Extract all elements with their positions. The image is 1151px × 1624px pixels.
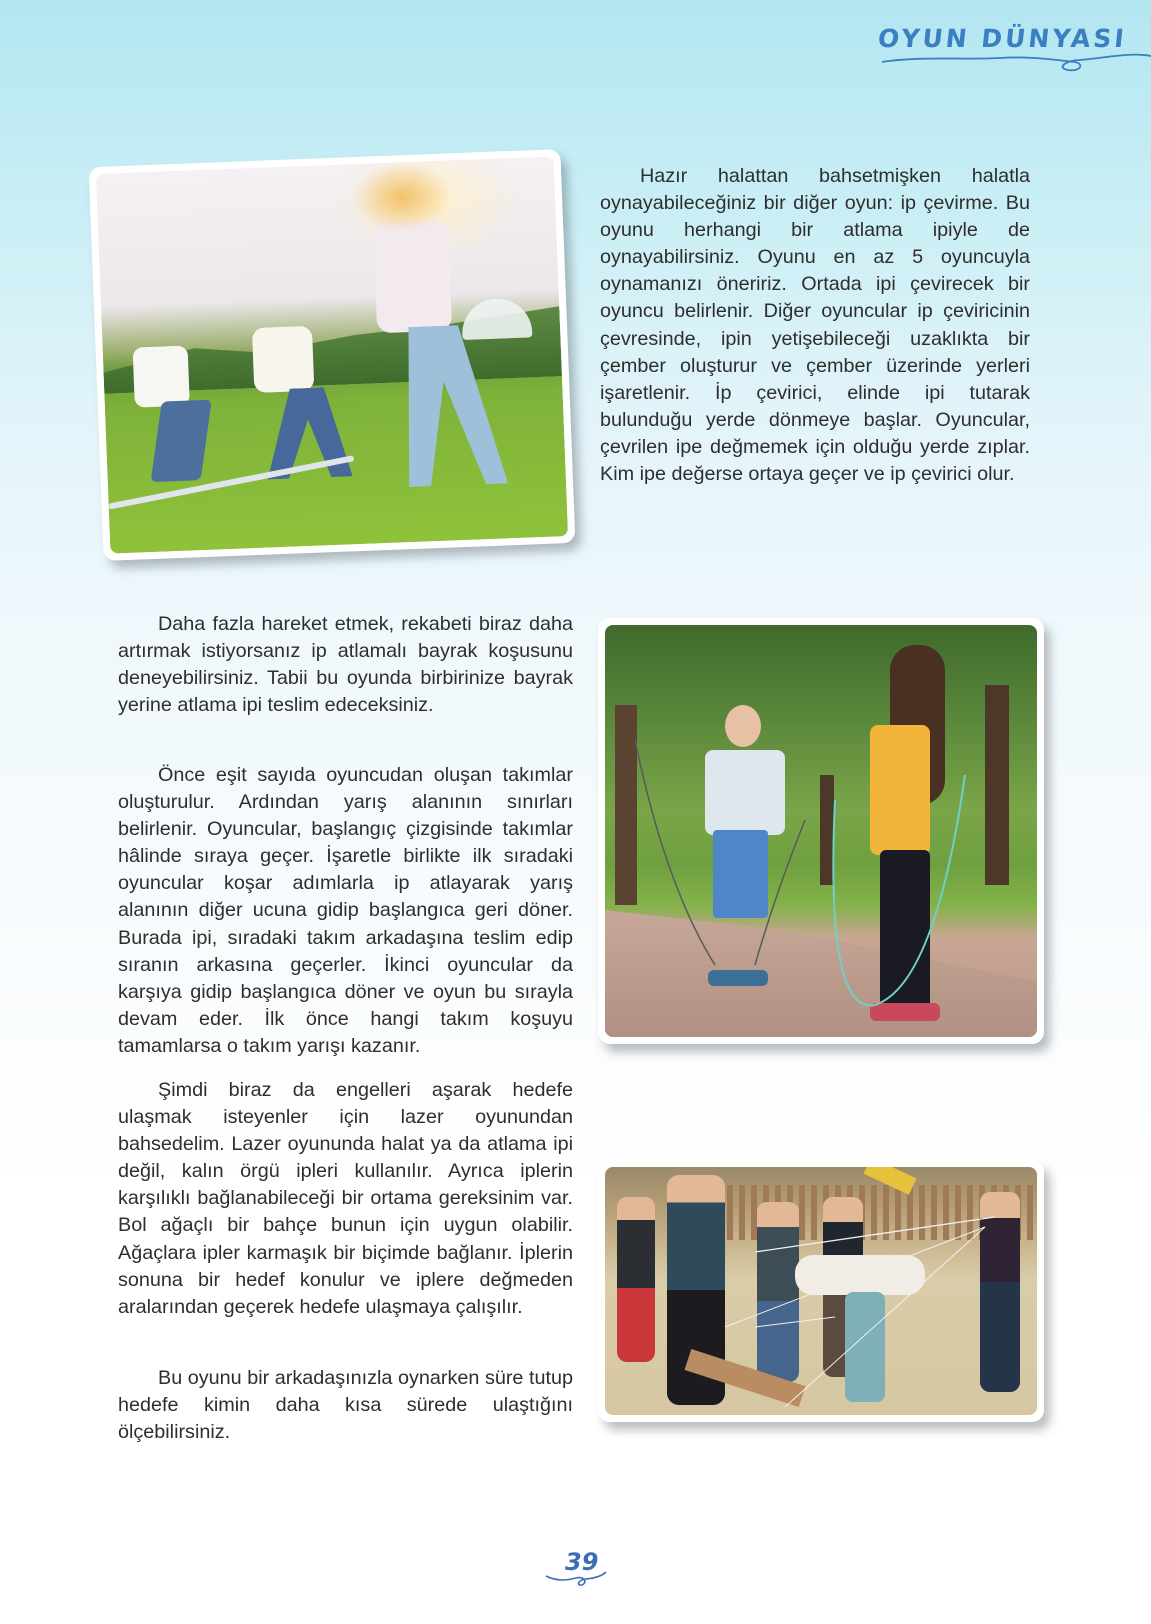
paragraph-ip-cevirme: Hazır halattan bahsetmişken halatla oynayabileceğiniz bir diğer oyun: ip çevirme. Bu oyunu herhangi bir atlama ipiyle de oynayabilirsiniz. Oyunu en az 5 oyuncuyla oynamanızı öneririz. Ortada ipi çevirecek bir oyuncu belirlenir. Diğer oyuncular ip çeviricinin çevresinde, ipin yetişebileceği uzaklıkta bir çember oluşturur ve çember üzerinde yerleri işaretlenir. İp çevirici, elinde ipi tutarak bulunduğu yerde dönmeye başlar. Oyuncular, çevrilen ipe değmemek için olduğu yerde zıplar. Kim ipe değerse ortaya geçer ve ip çevirici olur. (600, 165, 1030, 486)
kid-girl-tall-hair (351, 160, 454, 234)
tent (461, 297, 532, 340)
kid-boy-jeans (151, 400, 212, 482)
paragraph-bayrak-kosusu-rules: Önce eşit sayıda oyuncudan oluşan takımlar oluşturulur. Ardından yarış alanının sınırları belirlenir. Oyuncular, başlangıç çizgisinde takımlar hâlinde sıraya geçer. İşaretle birlikte ilk sıradaki oyuncular koşar adımlarla ip atlayarak yarış alanının diğer ucuna gidip başlangıca geri döner. Burada ipi, sıradaki takım arkadaşına teslim edip sıranın arkasına geçerler. İkinci oyuncular da karşıya gidip başlangıca döner ve oyun bu sırayla devam eder. İlk önce hangi takım koşuyu tamamlarsa o takım yarışı kazanır. (118, 764, 573, 1057)
paragraph-bayrak-kosusu-intro: Daha fazla hareket etmek, rekabeti biraz daha artırmak istiyorsanız ip atlamalı bayrak koşusunu deneyebilirsiniz. Tabii bu oyunda birbirinize bayrak yerine atlama ipi teslim edeceksiniz. (118, 613, 573, 717)
paragraph-sure-tutma: Bu oyunu bir arkadaşınızla oynarken süre tutup hedefe kimin daha kısa sürede ulaştığını ölçebilirsiniz. (118, 1367, 573, 1444)
photo-laser-game (598, 1160, 1044, 1422)
page-number: 39 (565, 1548, 599, 1576)
strings (605, 1167, 1037, 1415)
jump-ropes (605, 625, 1037, 1037)
kid-girl-small (252, 326, 314, 393)
rope (108, 455, 354, 509)
photo-jump-rope-park (598, 618, 1044, 1044)
paragraph-lazer-oyunu: Şimdi biraz da engelleri aşarak hedefe ulaşmak isteyenler için lazer oyunundan bahsedelim. Lazer oyununda halat ya da atlama ipi değil, kalın örgü ipleri kullanılır. Ayrıca iplerin karşılıklı bağlanabileceği bir ortama gereksinim var. Bol ağaçlı bir bahçe bunun için uygun olabilir. Ağaçlara ipler karmaşık bir biçimde bağlanır. İplerin sonuna bir hedef konulur ve iplere değmeden aralarından geçerek hedefe ulaşmaya çalışılır. (118, 1079, 573, 1318)
kid-boy (133, 346, 190, 408)
page-number-swoosh-decoration (544, 1570, 608, 1592)
section-title: OYUN DÜNYASI (876, 24, 1129, 53)
header-swoosh-decoration (880, 48, 1151, 78)
kid-girl-tall (373, 220, 452, 333)
photo-jumping-kids (89, 149, 576, 561)
